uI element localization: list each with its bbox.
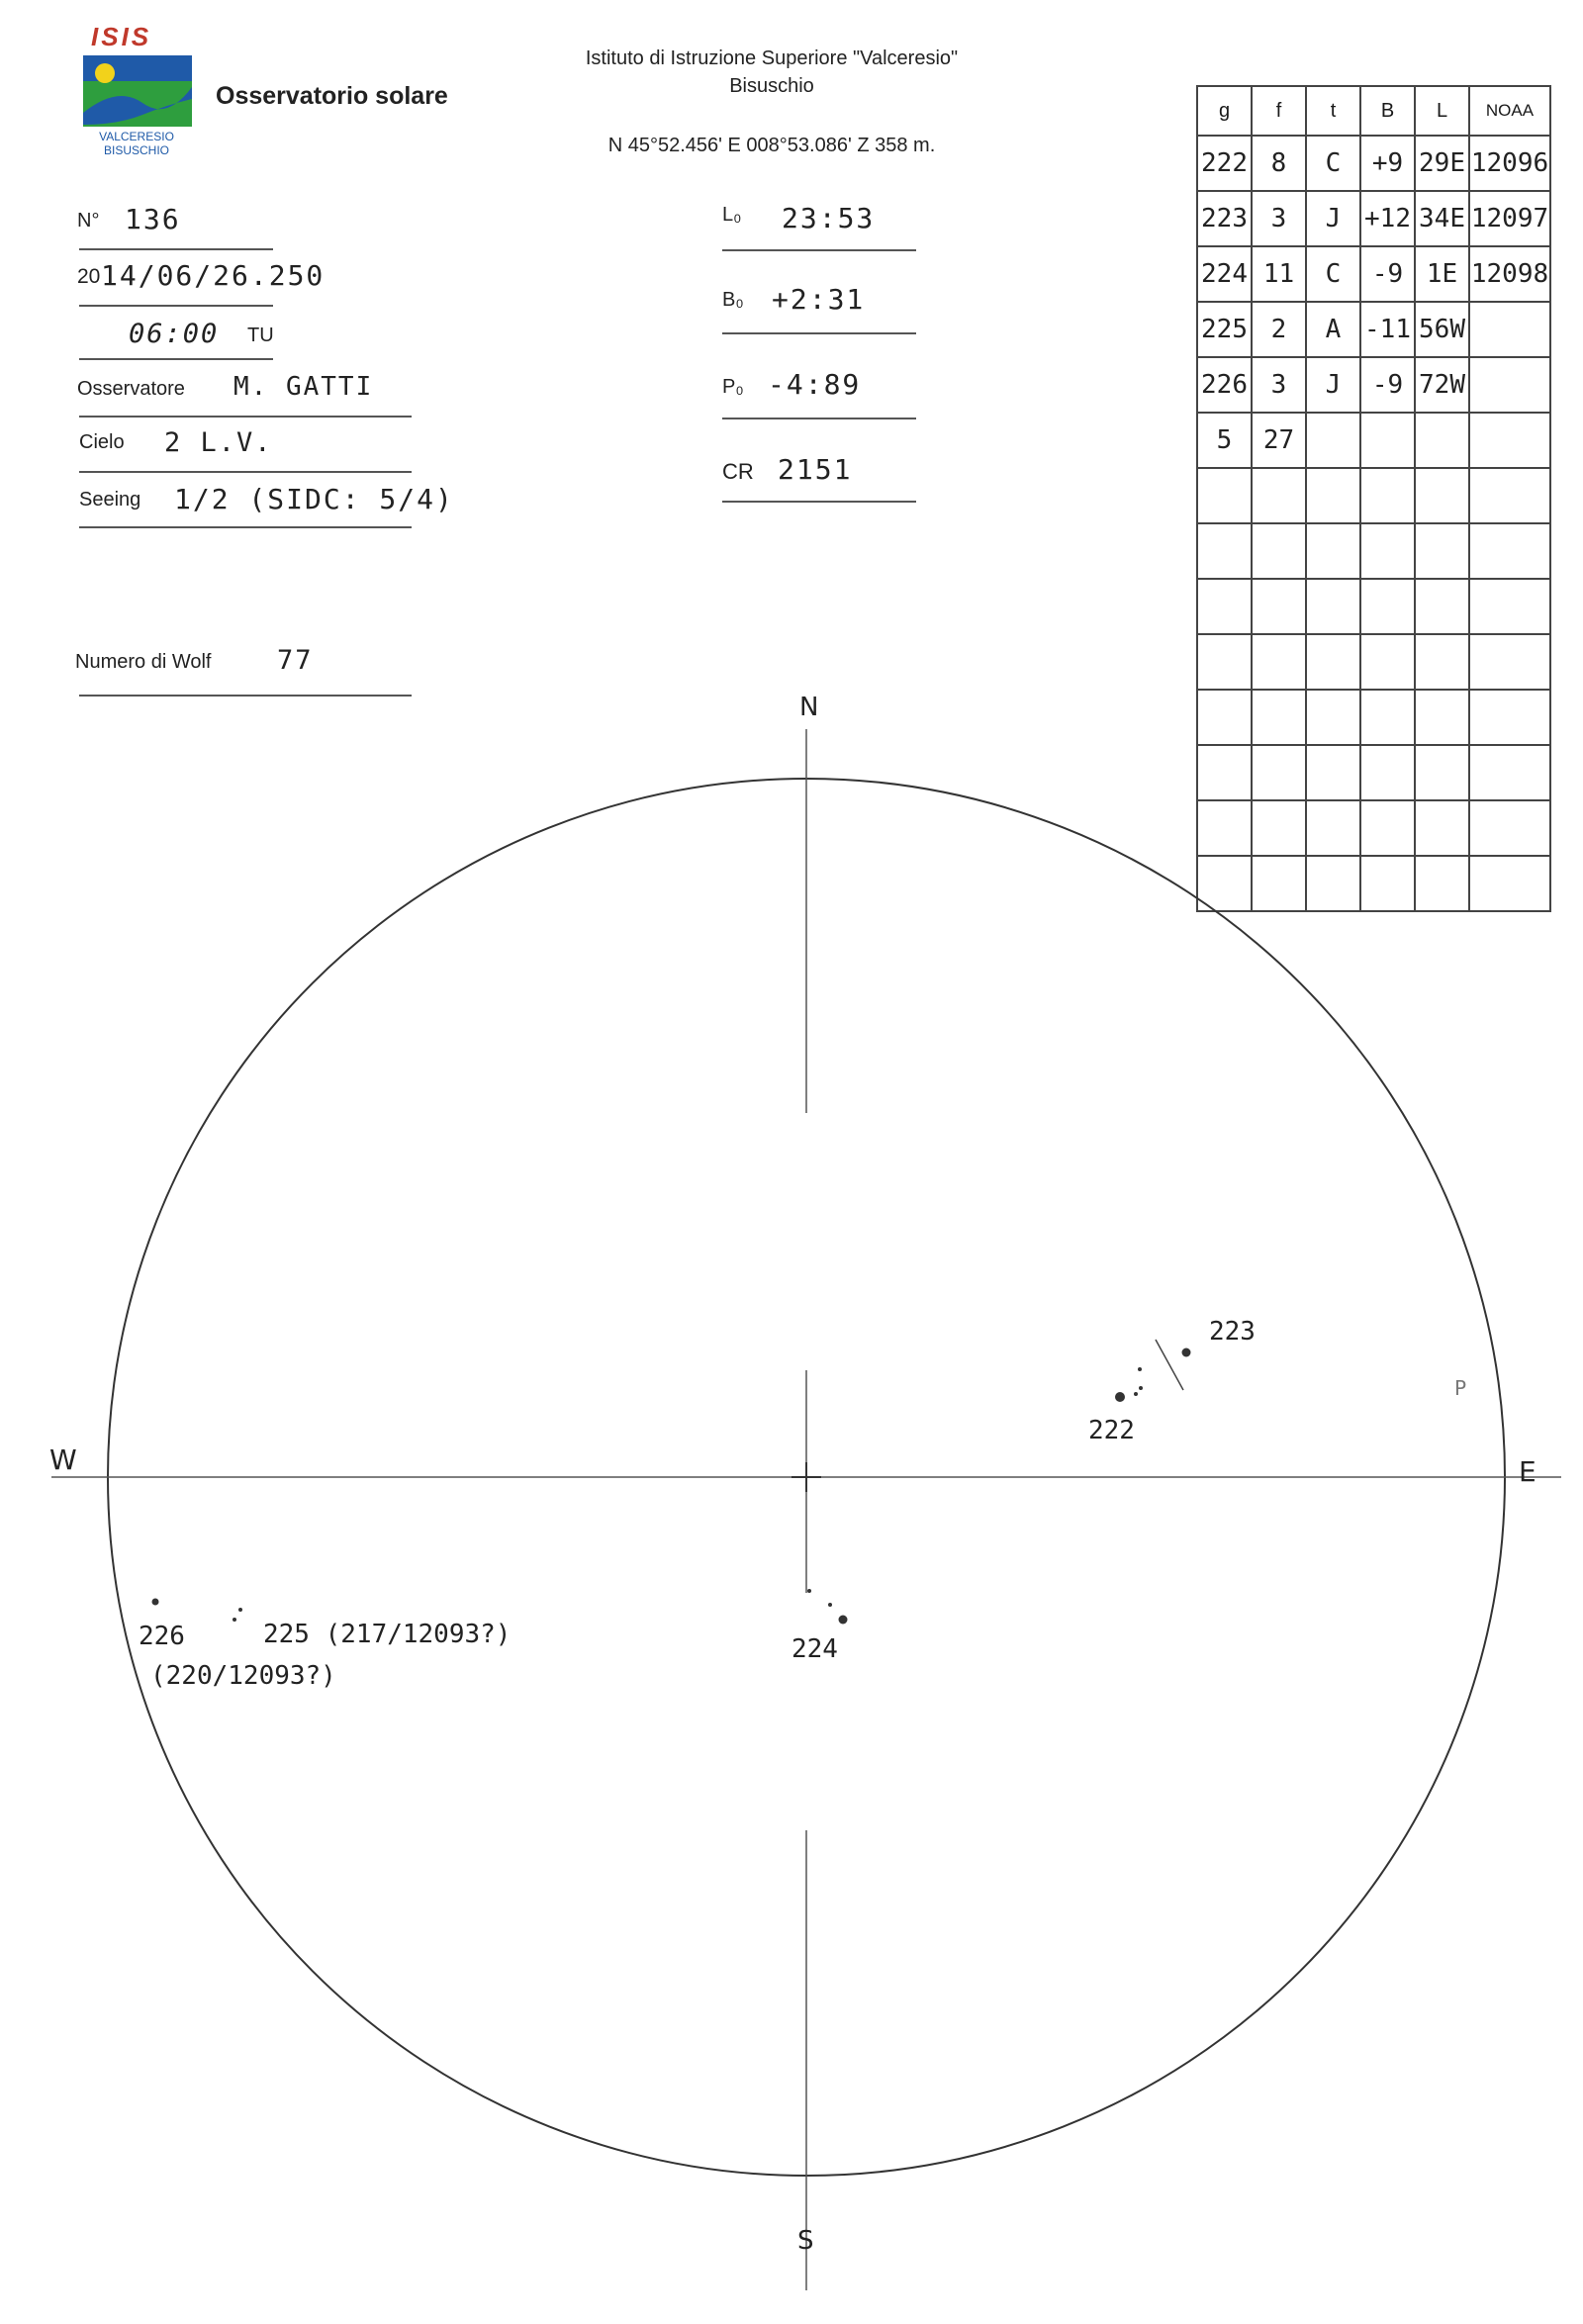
table-cell: 226 — [1197, 357, 1252, 413]
table-cell — [1415, 468, 1469, 523]
sunspot-223 — [1182, 1348, 1191, 1357]
solar-disk-drawing — [0, 683, 1583, 2324]
sunspot-224-c — [839, 1616, 848, 1625]
table-cell: J — [1306, 191, 1360, 246]
sky-rule — [79, 471, 412, 473]
sunspot-226 — [152, 1599, 159, 1606]
sunspot-222-c — [1139, 1386, 1143, 1390]
table-cell — [1306, 523, 1360, 579]
cr-value: 2151 — [778, 453, 853, 486]
table-cell: 29E — [1415, 136, 1469, 191]
table-cell: 2 — [1252, 302, 1306, 357]
table-row — [1197, 413, 1550, 468]
table-cell — [1469, 302, 1550, 357]
p0-value: -4:89 — [768, 368, 862, 401]
table-cell — [1469, 523, 1550, 579]
table-cell: 34E — [1415, 191, 1469, 246]
table-cell: 11 — [1252, 246, 1306, 302]
table-cell: 225 — [1197, 302, 1252, 357]
table-cell: 27 — [1252, 413, 1306, 468]
logo-subtitle-2: BISUSCHIO — [103, 143, 169, 157]
table-row — [1197, 191, 1550, 246]
table-cell — [1360, 468, 1415, 523]
group-222-label: 222 — [1088, 1416, 1135, 1445]
sunspot-224-b — [828, 1603, 832, 1607]
table-row — [1197, 579, 1550, 634]
seeing-value: 1/2 (SIDC: 5/4) — [174, 483, 454, 515]
table-cell — [1197, 523, 1252, 579]
table-cell: -9 — [1360, 357, 1415, 413]
wolf-label: Numero di Wolf — [75, 651, 212, 673]
table-cell — [1360, 523, 1415, 579]
axis-gap-top — [732, 1113, 881, 1370]
table-row — [1197, 302, 1550, 357]
table-cell — [1360, 579, 1415, 634]
table-cell: 223 — [1197, 191, 1252, 246]
sunspot-222-b — [1134, 1392, 1138, 1396]
time-suffix: TU — [247, 325, 274, 346]
seeing-rule — [79, 526, 412, 528]
table-row — [1197, 523, 1550, 579]
seeing-label: Seeing — [79, 489, 141, 511]
table-cell: 224 — [1197, 246, 1252, 302]
table-cell — [1306, 634, 1360, 690]
table-cell — [1360, 413, 1415, 468]
table-cell — [1252, 634, 1306, 690]
sky-label: Cielo — [79, 431, 125, 453]
header-f: f — [1252, 86, 1306, 136]
table-cell: 12096 — [1469, 136, 1550, 191]
table-cell — [1415, 579, 1469, 634]
table-cell: C — [1306, 136, 1360, 191]
table-cell — [1469, 468, 1550, 523]
b0-rule — [722, 332, 916, 334]
institute-name: Istituto di Istruzione Superiore "Valceresio" — [585, 47, 959, 69]
table-cell: 12098 — [1469, 246, 1550, 302]
table-header-row — [1197, 86, 1550, 136]
p-angle-marker: P — [1454, 1376, 1467, 1400]
date-value: 14/06/26.250 — [101, 259, 326, 292]
table-cell: 5 — [1197, 413, 1252, 468]
axis-gap-bottom — [732, 1593, 881, 1830]
group-224-label: 224 — [792, 1634, 838, 1664]
group-223-label: 223 — [1209, 1317, 1256, 1347]
b0-label: B₀ — [722, 289, 744, 311]
sunspot-225-a — [238, 1608, 242, 1612]
date-prefix: 20 — [77, 265, 101, 288]
table-cell: 72W — [1415, 357, 1469, 413]
table-cell — [1252, 468, 1306, 523]
table-cell — [1197, 634, 1252, 690]
sky-value: 2 L.V. — [164, 427, 273, 458]
table-cell — [1306, 579, 1360, 634]
b0-value: +2:31 — [772, 283, 866, 316]
table-cell: +12 — [1360, 191, 1415, 246]
table-cell — [1415, 634, 1469, 690]
east-label: E — [1519, 1455, 1536, 1488]
wolf-value: 77 — [277, 645, 314, 676]
table-row — [1197, 468, 1550, 523]
table-cell: J — [1306, 357, 1360, 413]
sunspot-222 — [1115, 1392, 1125, 1402]
time-value: 06:00 — [129, 319, 220, 349]
p0-label: P₀ — [722, 376, 744, 398]
north-label: N — [799, 693, 819, 722]
l0-rule — [722, 249, 916, 251]
header-b: B — [1360, 86, 1415, 136]
table-cell: 56W — [1415, 302, 1469, 357]
group-223-axis — [1156, 1340, 1183, 1390]
time-rule — [79, 358, 273, 360]
table-cell — [1469, 357, 1550, 413]
table-cell — [1469, 413, 1550, 468]
logo-subtitle-1: VALCERESIO — [99, 130, 174, 143]
table-cell: C — [1306, 246, 1360, 302]
table-cell: 3 — [1252, 357, 1306, 413]
observatory-title: Osservatorio solare — [216, 82, 448, 110]
table-cell: +9 — [1360, 136, 1415, 191]
number-label: N° — [77, 210, 100, 232]
header-g: g — [1197, 86, 1252, 136]
institute-city: Bisuschio — [729, 75, 814, 97]
table-cell: 222 — [1197, 136, 1252, 191]
l0-value: 23:53 — [782, 202, 876, 234]
group-226-label: 226 — [139, 1622, 185, 1651]
cr-label: CR — [722, 459, 754, 484]
table-cell: 3 — [1252, 191, 1306, 246]
table-cell — [1415, 413, 1469, 468]
sunspot-225-b — [233, 1618, 236, 1622]
table-cell — [1306, 468, 1360, 523]
number-value: 136 — [125, 203, 181, 235]
observatory-coordinates: N 45°52.456' E 008°53.086' Z 358 m. — [607, 135, 936, 156]
cr-rule — [722, 501, 916, 503]
observer-rule — [79, 416, 412, 418]
group-225-label: 225 (217/12093?) — [263, 1620, 512, 1649]
number-rule — [79, 248, 273, 250]
table-cell — [1360, 634, 1415, 690]
table-cell — [1306, 413, 1360, 468]
logo-sun — [95, 63, 115, 83]
table-cell — [1252, 523, 1306, 579]
header-noaa: NOAA — [1469, 86, 1550, 136]
l0-label: L₀ — [722, 204, 742, 226]
table-row — [1197, 634, 1550, 690]
table-cell: 8 — [1252, 136, 1306, 191]
table-cell — [1197, 579, 1252, 634]
sunspot-224-a — [807, 1589, 811, 1593]
table-cell: 12097 — [1469, 191, 1550, 246]
header-t: t — [1306, 86, 1360, 136]
table-row — [1197, 357, 1550, 413]
p0-rule — [722, 418, 916, 419]
logo-title: ISIS — [91, 22, 152, 51]
table-row — [1197, 136, 1550, 191]
table-cell — [1197, 468, 1252, 523]
table-cell: -9 — [1360, 246, 1415, 302]
group-226-note: (220/12093?) — [150, 1661, 336, 1691]
west-label: W — [49, 1443, 77, 1476]
table-cell: 1E — [1415, 246, 1469, 302]
table-cell — [1415, 523, 1469, 579]
header-l: L — [1415, 86, 1469, 136]
table-cell: A — [1306, 302, 1360, 357]
south-label: S — [797, 2226, 814, 2256]
observer-value: M. GATTI — [233, 372, 374, 402]
table-cell — [1469, 634, 1550, 690]
date-rule — [79, 305, 273, 307]
table-cell — [1469, 579, 1550, 634]
observer-label: Osservatore — [77, 378, 185, 400]
table-row — [1197, 246, 1550, 302]
sunspot-222-d — [1138, 1367, 1142, 1371]
table-cell — [1252, 579, 1306, 634]
table-cell: -11 — [1360, 302, 1415, 357]
